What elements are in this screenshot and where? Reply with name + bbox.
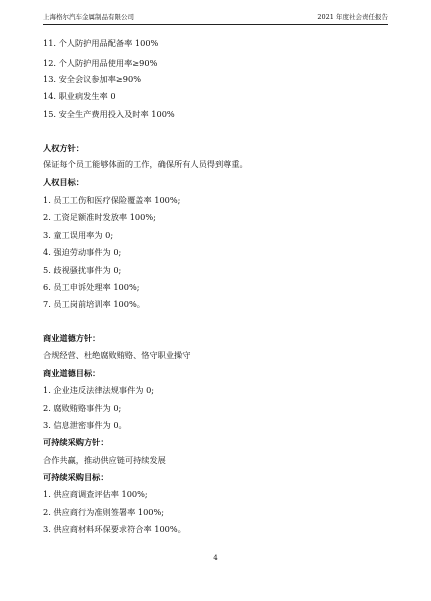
list-item: 13. 安全会议参加率≥90% — [43, 74, 141, 84]
list-item: 1. 员工工伤和医疗保险覆盖率 100%; — [43, 195, 181, 205]
list-item: 11. 个人防护用品配备率 100% — [43, 38, 159, 48]
list-item: 2. 供应商行为准则签署率 100%; — [43, 507, 165, 517]
list-item: 2. 工资足额准时发放率 100%; — [43, 212, 156, 222]
business-ethics-policy-text: 合规经营、杜绝腐败贿赂、恪守职业操守 — [43, 350, 191, 360]
list-item: 7. 员工岗前培训率 100%。 — [43, 299, 145, 309]
procurement-policy-heading: 可持续采购方针： — [43, 437, 109, 447]
list-item: 3. 供应商材料环保要求符合率 100%。 — [43, 524, 186, 534]
list-item: 2. 腐败贿赂事件为 0; — [43, 403, 122, 413]
list-item: 12. 个人防护用品使用率≥90% — [43, 58, 158, 68]
business-ethics-policy-heading: 商业道德方针： — [43, 333, 101, 343]
list-item: 3. 童工误用率为 0; — [43, 230, 114, 240]
list-item: 6. 员工申诉处理率 100%; — [43, 282, 140, 292]
company-name: 上海格尔汽车金属制品有限公司 — [43, 13, 134, 21]
list-item: 14. 职业病发生率 0 — [43, 91, 116, 101]
list-item: 3. 信息泄密事件为 0。 — [43, 420, 127, 430]
page-number: 4 — [213, 554, 218, 562]
business-ethics-goals-heading: 商业道德目标： — [43, 368, 101, 378]
list-item: 4. 强迫劳动事件为 0; — [43, 247, 122, 257]
list-item: 5. 歧视骚扰事件为 0; — [43, 265, 122, 275]
human-rights-policy-heading: 人权方针： — [43, 143, 84, 153]
page-header — [43, 12, 388, 25]
human-rights-goals-heading: 人权目标： — [43, 177, 84, 187]
human-rights-policy-text: 保证每个员工能够体面的工作，确保所有人员得到尊重。 — [43, 159, 248, 169]
procurement-goals-heading: 可持续采购目标： — [43, 472, 109, 482]
procurement-policy-text: 合作共赢，推动供应链可持续发展 — [43, 455, 166, 465]
report-title: 2021 年度社会责任报告 — [317, 13, 388, 21]
list-item: 1. 供应商调查评估率 100%; — [43, 489, 148, 499]
list-item: 1. 企业违反法律法规事件为 0; — [43, 385, 155, 395]
list-item: 15. 安全生产费用投入及时率 100% — [43, 109, 175, 119]
